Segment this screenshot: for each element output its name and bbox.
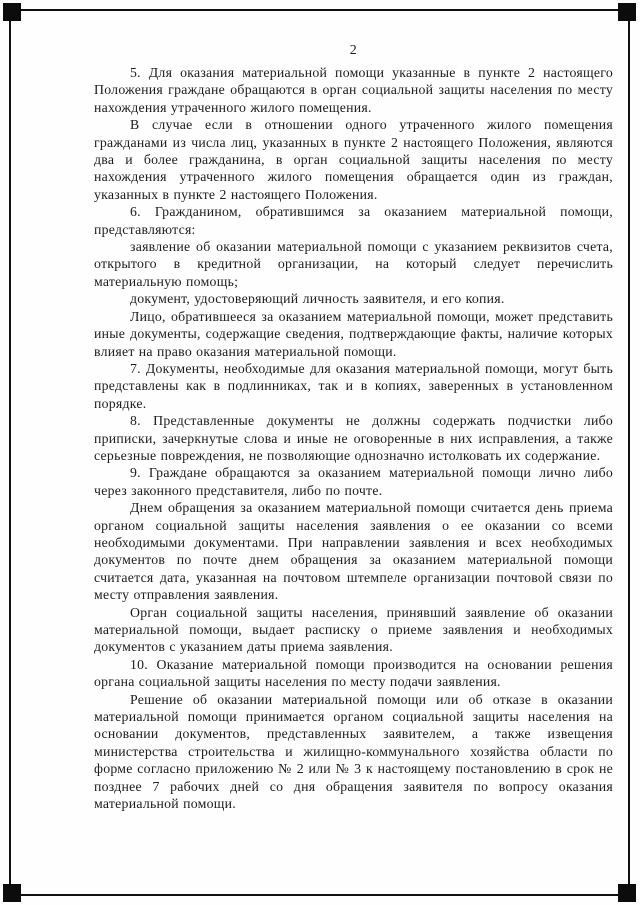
paragraph-item-8: 8. Представленные документы не должны содержать подчистки либо приписки, зачеркнутые слова и иные не оговоренные в них исправления, а также серьезные повреждения, не позволяющие однозначно истолковать их содержание. [94, 413, 613, 463]
paragraph: Днем обращения за оказанием материальной помощи считается день приема органом социальной защиты населения заявления о ее оказании со всеми необходимыми документами. При направлении заявления и всех необходимых документов по почте днем обращения за оказанием материальной помощи считается дата, указанная на почтовом штемпеле организации почтовой связи по месту отправления заявления. [94, 500, 613, 603]
scan-corner-mark [618, 3, 636, 21]
paragraph-item-9: 9. Граждане обращаются за оказанием материальной помощи лично либо через законного представителя, либо по почте. [94, 465, 613, 498]
paragraph-item-7: 7. Документы, необходимые для оказания материальной помощи, могут быть представлены как в подлинниках, так и в копиях, заверенных в установленном порядке. [94, 360, 613, 411]
paragraph: Решение об оказании материальной помощи или об отказе в оказании материальной помощи принимается органом социальной защиты населения на основании документов, представленных заявителем, а также извещения министерства строительства и жилищно-коммунального хозяйства области по форме согласно приложению № 2 или № 3 к настоящему постановлению в срок не позднее 7 рабочих дней со дня обращения заявителя по вопросу оказания материальной помощи. [94, 691, 613, 812]
paragraph-item-6: 6. Гражданином, обратившимся за оказанием материальной помощи, представляются: [94, 204, 613, 237]
document-content [94, 42, 613, 812]
scan-corner-mark [3, 3, 21, 21]
paragraph-item-10: 10. Оказание материальной помощи производится на основании решения органа социальной защиты населения по месту подачи заявления. [94, 656, 613, 690]
scan-corner-mark [618, 884, 636, 902]
scan-corner-mark [3, 884, 21, 902]
paragraph: Лицо, обратившееся за оказанием материальной помощи, может представить иные документы, содержащие сведения, подтверждающие факты, наличие которых влияет на право оказания материальной помощи. [94, 308, 613, 359]
paragraph: заявление об оказании материальной помощи с указанием реквизитов счета, открытого в кредитной организации, на который следует перечислить материальную помощь; [94, 239, 613, 289]
paragraph-item-5: 5. Для оказания материальной помощи указанные в пункте 2 настоящего Положения граждане обращаются в орган социальной защиты населения по месту нахождения утраченного жилого помещения. [94, 65, 613, 115]
paragraph: документ, удостоверяющий личность заявителя, и его копия. [130, 291, 505, 307]
document-body [94, 64, 613, 812]
page-number: 2 [349, 43, 358, 58]
paragraph: Орган социальной защиты населения, принявший заявление об оказании материальной помощи, выдает расписку о приеме заявления и необходимых документов с указанием даты приема заявления. [94, 604, 613, 655]
paragraph: В случае если в отношении одного утраченного жилого помещения гражданами из числа лиц, указанных в пункте 2 настоящего Положения, являются два и более гражданина, в орган социальной защиты населения по месту нахождения утраченного жилого помещения обращается один из граждан, указанных в пункте 2 настоящего Положения. [94, 117, 613, 202]
